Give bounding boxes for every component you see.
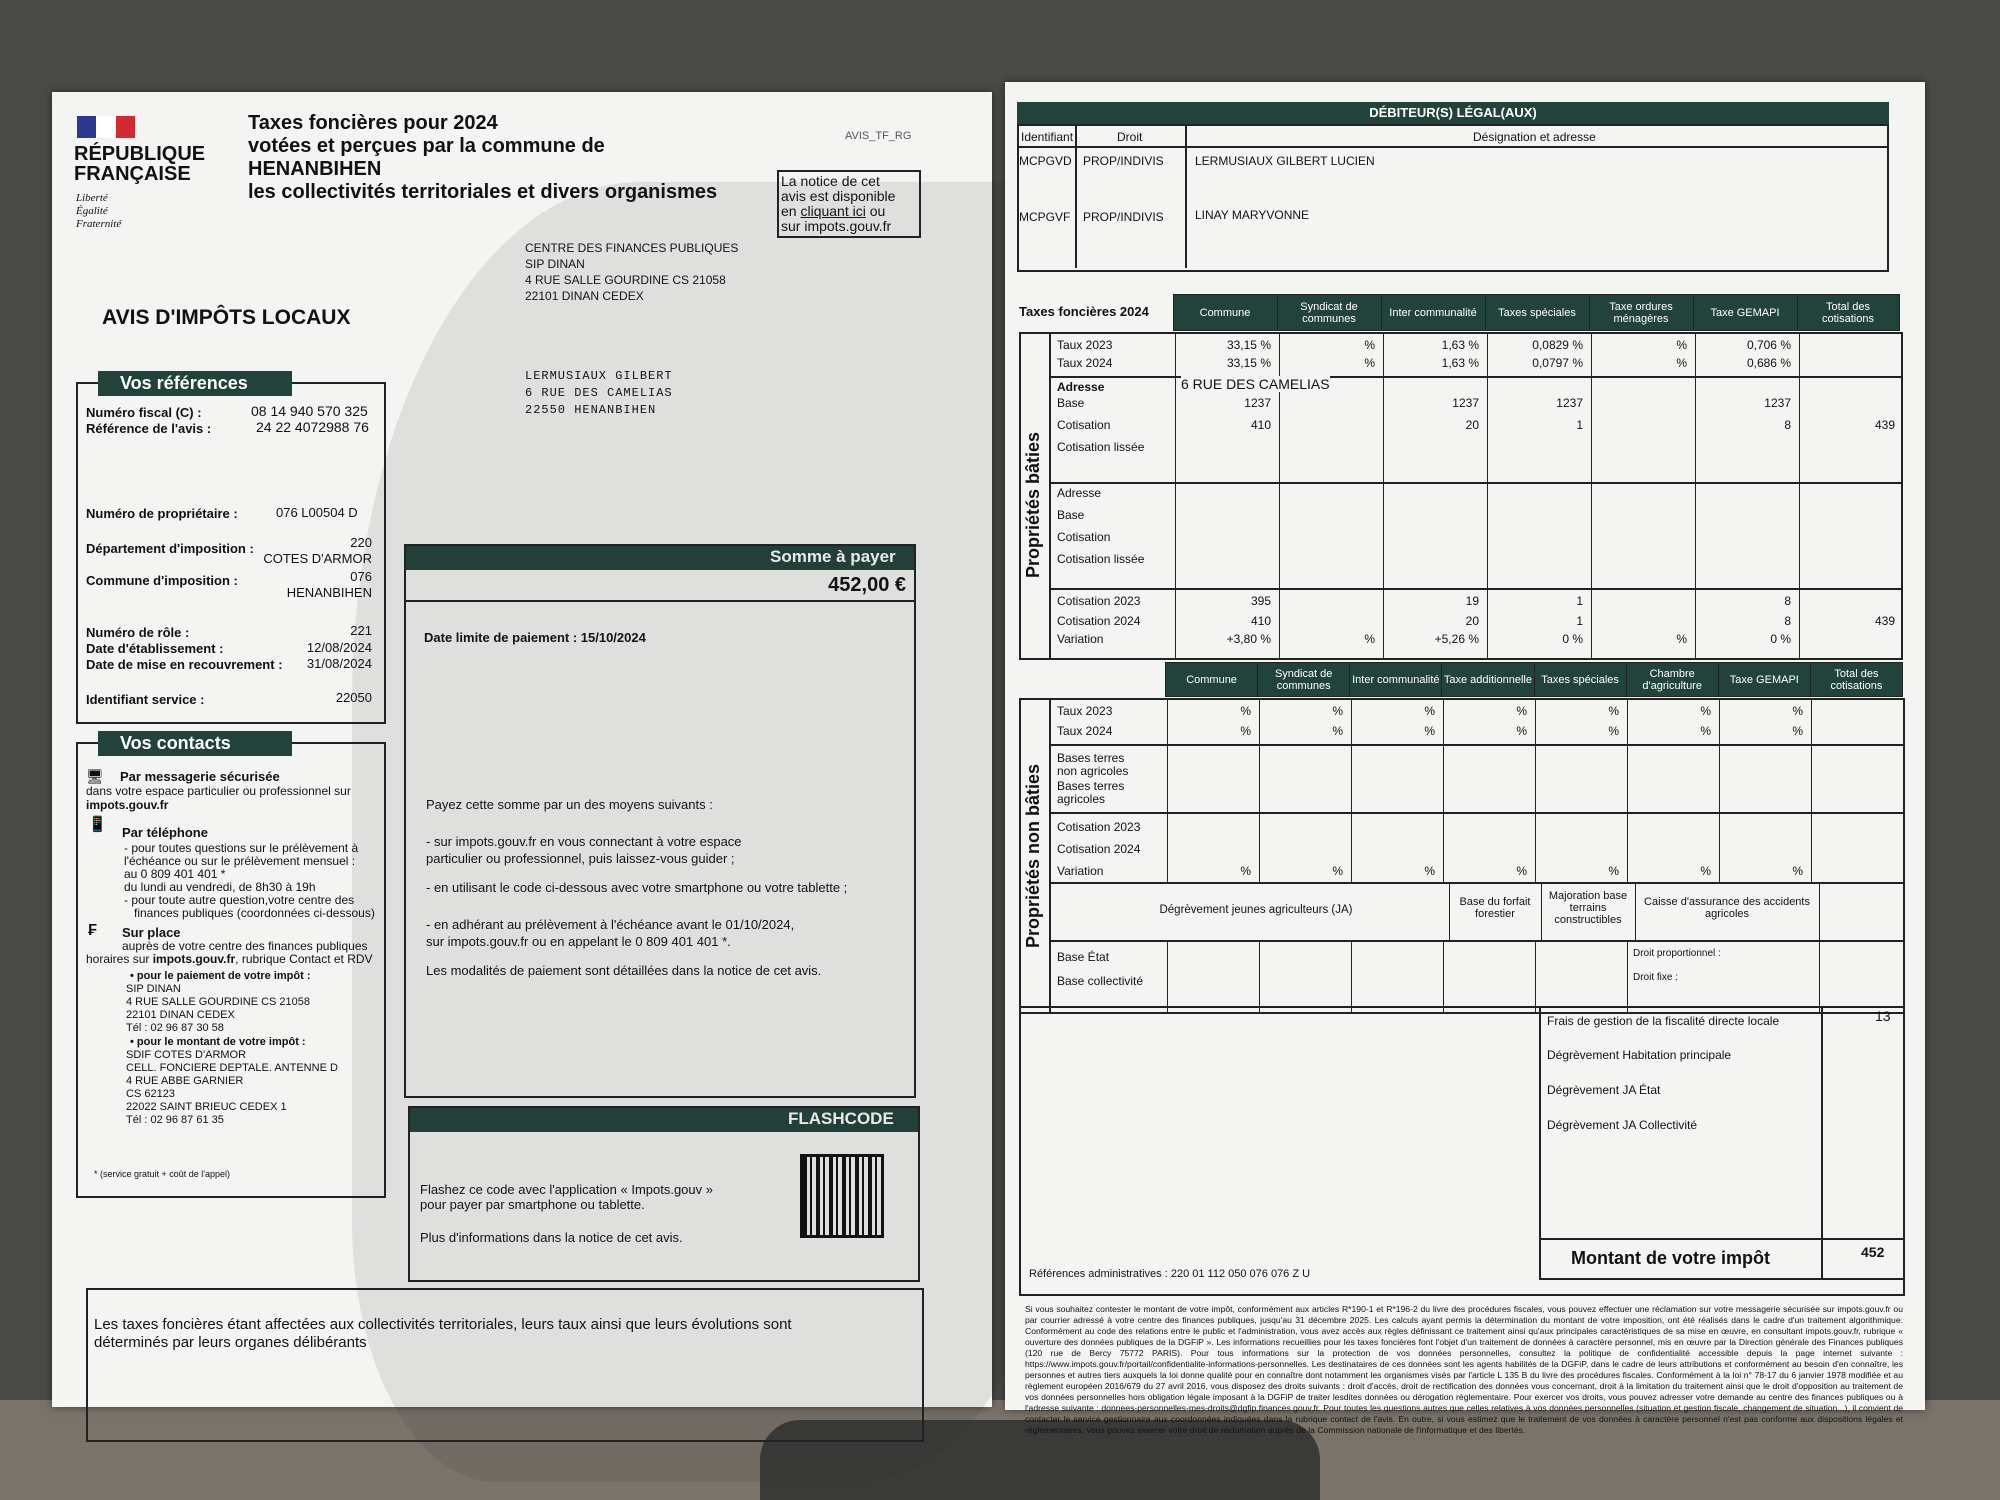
- bati-taux2023-cell-2: 1,63 %: [1441, 338, 1479, 352]
- bati-cot2024-cell-3: 1: [1576, 614, 1583, 628]
- debiteurs-colheader: [1017, 126, 1889, 148]
- bati-base-cell-3: 1237: [1556, 396, 1583, 410]
- bati-variation-cell-3: 0 %: [1562, 632, 1583, 646]
- nb-pct-r1-c3: %: [1424, 724, 1435, 738]
- divider: [1819, 940, 1820, 1012]
- divider: [1051, 588, 1901, 590]
- commune-name: HENANBIHEN: [286, 585, 372, 600]
- owner-number: 076 L00504 D: [276, 505, 358, 520]
- divider: [1051, 482, 1901, 484]
- divider: [1351, 940, 1352, 1012]
- msg-text: dans votre espace particulier ou professionnel sur: [86, 784, 351, 798]
- nb-majoration: Majoration base terrains constructibles: [1548, 890, 1628, 926]
- nb-pct-r1-c6: %: [1700, 724, 1711, 738]
- right-page: [1005, 82, 1925, 1435]
- divider: [1167, 700, 1168, 882]
- bati-taux2023-cell-1: %: [1364, 338, 1375, 352]
- bati-taux2024-cell-2: 1,63 %: [1441, 356, 1479, 370]
- nb-pct-r1-c5: %: [1608, 724, 1619, 738]
- bati-cotisation-cell-6: 439: [1874, 418, 1895, 432]
- bati-variation-label: Variation: [1057, 632, 1104, 646]
- bati-col-teom: Taxe ordures ménagères: [1589, 295, 1693, 331]
- bati-base-cell-5: 1237: [1764, 396, 1791, 410]
- document-title: AVIS D'IMPÔTS LOCAUX: [102, 306, 351, 329]
- tel-line3: au 0 809 401 401 *: [124, 867, 226, 881]
- bati-table: [1049, 294, 1900, 331]
- owner-number-label: Numéro de propriétaire :: [86, 506, 238, 521]
- tel-line1: - pour toutes questions sur le prélèvement à: [124, 841, 359, 855]
- nb-forfait: Base du forfait forestier: [1459, 896, 1531, 920]
- motto: [76, 192, 121, 231]
- divider: [1383, 334, 1384, 658]
- bati-body: [1049, 332, 1903, 660]
- bati-cotisation-cell-3: 1: [1576, 418, 1583, 432]
- bati-cot2023-cell-2: 19: [1465, 594, 1479, 608]
- divider: [1259, 940, 1260, 1012]
- bati-base-cell-2: 1237: [1452, 396, 1479, 410]
- recipient-line2: 6 RUE DES CAMELIAS: [525, 386, 673, 400]
- bati-taux2024-label: Taux 2024: [1057, 356, 1113, 370]
- bati-cot2024-label: Cotisation 2024: [1057, 614, 1141, 628]
- bati-adresse-label: Adresse: [1057, 380, 1105, 394]
- bati-lissee-label: Cotisation lissée: [1057, 440, 1145, 454]
- bati-cot2024-cell-5: 8: [1784, 614, 1791, 628]
- nb-pct-r2-c7: %: [1792, 864, 1803, 878]
- divider: [1627, 700, 1628, 882]
- nb-pct-r0-c6: %: [1700, 704, 1711, 718]
- dept-name: COTES D'ARMOR: [263, 551, 372, 566]
- info-line1: Les taxes foncières étant affectées aux collectivités territoriales, leurs taux ainsi que leurs évolutions sont: [94, 1316, 792, 1333]
- rep-line2: FRANÇAISE: [74, 163, 191, 185]
- bati-cot2024-cell-0: 410: [1250, 614, 1271, 628]
- bati-variation-cell-0: +3,80 %: [1226, 632, 1271, 646]
- tel-title: Par téléphone: [122, 825, 208, 840]
- tel-line2: l'échéance ou sur le prélèvement mensuel :: [124, 854, 356, 868]
- bati-taux2024-cell-1: %: [1364, 356, 1375, 370]
- divider: [1051, 812, 1903, 814]
- nb-pct-r1-c4: %: [1516, 724, 1527, 738]
- bati-taux2023-cell-4: %: [1676, 338, 1687, 352]
- bati-taux2023-label: Taux 2023: [1057, 338, 1113, 352]
- info-text: [94, 1316, 792, 1352]
- notice-line2: avis est disponible: [781, 188, 896, 204]
- ref-avis: 24 22 4072988 76: [256, 419, 369, 435]
- degrev-ja-coll-label: Dégrèvement JA Collectivité: [1547, 1118, 1698, 1132]
- motto-egalite: Égalité: [76, 205, 108, 217]
- bati2-cotisation-label: Cotisation: [1057, 530, 1111, 544]
- phone-icon: 📱: [88, 816, 107, 833]
- nb-pct-r2-c6: %: [1700, 864, 1711, 878]
- nb-taux2024-label: Taux 2024: [1057, 724, 1113, 738]
- place-title: Sur place: [122, 925, 181, 940]
- divider: [1535, 700, 1536, 882]
- nb-pct-r0-c5: %: [1608, 704, 1619, 718]
- etab-date-label: Date d'établissement :: [86, 641, 224, 656]
- pay-line2: 4 RUE SALLE GOURDINE CS 21058: [126, 996, 311, 1008]
- place-l2a: horaires sur: [86, 952, 153, 966]
- nb-col-intercommunalite: Inter communalité: [1350, 663, 1442, 697]
- center-line3: 4 RUE SALLE GOURDINE CS 21058: [525, 273, 726, 287]
- commune-label: Commune d'imposition :: [86, 573, 238, 588]
- bati-col-intercommunalite: Inter communalité: [1381, 295, 1485, 331]
- form-code: AVIS_TF_RG: [845, 130, 912, 142]
- nb-pct-r1-c2: %: [1332, 724, 1343, 738]
- contacts-footnote: * (service gratuit + coût de l'appel): [94, 1169, 231, 1179]
- fiscal-number: 08 14 940 570 325: [251, 403, 368, 419]
- recipient-line3: 22550 HENANBIHEN: [525, 403, 657, 417]
- divider: [1051, 744, 1903, 746]
- divider: [1075, 126, 1077, 268]
- bati-col-gemapi: Taxe GEMAPI: [1693, 295, 1797, 331]
- nb-col-syndicat: Syndicat de communes: [1258, 663, 1350, 697]
- amt-line4: CS 62123: [126, 1088, 175, 1100]
- amt-title: • pour le montant de votre impôt :: [130, 1036, 306, 1048]
- place-l2c: , rubrique Contact et RDV: [235, 952, 373, 966]
- service-id: 22050: [335, 690, 372, 705]
- payment-header: Somme à payer: [770, 547, 896, 566]
- divider: [1051, 376, 1901, 378]
- bati-col-taxes-speciales: Taxes spéciales: [1485, 295, 1589, 331]
- center-line1: CENTRE DES FINANCES PUBLIQUES: [525, 241, 739, 255]
- payment-method1a: - sur impots.gouv.fr en vous connectant à votre espace: [426, 834, 742, 849]
- degrev-hp-label: Dégrèvement Habitation principale: [1547, 1048, 1732, 1062]
- nb-bases4: agricoles: [1057, 792, 1106, 806]
- nb-droit-fixe: Droit fixe :: [1633, 972, 1679, 983]
- divider: [1627, 940, 1628, 1012]
- motto-liberte: Liberté: [76, 192, 108, 204]
- dept-code: 220: [350, 535, 372, 550]
- recipient-line1: LERMUSIAUX GILBERT: [525, 369, 673, 383]
- debiteurs-header: DÉBITEUR(S) LÉGAL(AUX): [1017, 102, 1889, 124]
- frais-label: Frais de gestion de la fiscalité directe locale: [1547, 1014, 1780, 1028]
- flashcode-text: [420, 1182, 713, 1245]
- bati-taux2023-cell-3: 0,0829 %: [1532, 338, 1583, 352]
- payment-method4: Les modalités de paiement sont détaillées dans la notice de cet avis.: [426, 963, 822, 978]
- pay-title: • pour le paiement de votre impôt :: [130, 970, 311, 982]
- bati-taux2024-cell-4: %: [1676, 356, 1687, 370]
- nb-base-etat: Base État: [1057, 950, 1110, 964]
- service-id-label: Identifiant service :: [86, 692, 205, 707]
- nb-col-commune: Commune: [1166, 663, 1258, 697]
- amt-line1: SDIF COTES D'ARMOR: [126, 1049, 247, 1061]
- nb-bases2: non agricoles: [1057, 764, 1129, 778]
- nb-pct-r0-c3: %: [1424, 704, 1435, 718]
- motto-fraternite: Fraternité: [76, 218, 122, 230]
- recouv-date: 31/08/2024: [306, 656, 372, 671]
- info-line2: déterminés par leurs organes délibérants: [94, 1334, 367, 1351]
- payment-method1b: particulier ou professionnel, puis laissez-vous guider ;: [426, 851, 735, 866]
- bati-adresse-value: 6 RUE DES CAMELIAS: [1181, 376, 1330, 392]
- bati-col-syndicat: Syndicat de communes: [1277, 295, 1381, 331]
- bati-col-commune: Commune: [1173, 295, 1277, 331]
- divider: [1449, 882, 1450, 940]
- summary-box: [1019, 1006, 1905, 1296]
- tax-center-address: [525, 240, 738, 304]
- republique-text: [74, 144, 205, 184]
- payment-method2: - en utilisant le code ci-dessous avec votre smartphone ou votre tablette ;: [426, 880, 848, 895]
- bati-variation-cell-4: %: [1676, 632, 1687, 646]
- notice-line3: [781, 204, 917, 219]
- payment-amount: 452,00 €: [406, 570, 914, 602]
- divider: [1051, 940, 1903, 942]
- divider: [1591, 334, 1592, 658]
- place-line1: auprès de votre centre des finances publiques: [122, 939, 368, 953]
- nb-col-taxe-add: Taxe additionnelle: [1442, 663, 1534, 697]
- center-line4: 22101 DINAN CEDEX: [525, 289, 644, 303]
- tel-line4: du lundi au vendredi, de 8h30 à 19h: [124, 880, 316, 894]
- bati-variation-cell-2: +5,26 %: [1434, 632, 1479, 646]
- nb-pct-r0-c4: %: [1516, 704, 1527, 718]
- nb-body: [1049, 698, 1905, 1014]
- amt-address: [126, 1049, 338, 1127]
- amt-line2: CELL. FONCIERE DEPTALE. ANTENNE D: [126, 1062, 338, 1074]
- role-label: Numéro de rôle :: [86, 625, 190, 640]
- contacts-header: Vos contacts: [98, 731, 292, 756]
- payment-method3a: - en adhérant au prélèvement à l'échéance avant le 01/10/2024,: [426, 917, 795, 932]
- divider: [1811, 700, 1812, 882]
- nb-bases1: Bases terres: [1057, 751, 1125, 765]
- divider: [1695, 334, 1696, 658]
- payment-method3b: sur impots.gouv.fr ou en appelant le 0 809 401 401 *.: [426, 934, 731, 949]
- datamatrix-code-icon[interactable]: [800, 1154, 884, 1238]
- title-line3: HENANBIHEN: [248, 158, 382, 180]
- divider: [1819, 882, 1820, 940]
- fiscal-number-label: Numéro fiscal (C) :: [86, 405, 202, 420]
- bati-taux2023-cell-0: 33,15 %: [1226, 338, 1271, 352]
- debiteur1-droit: PROP/INDIVIS: [1083, 154, 1164, 168]
- divider: [1443, 700, 1444, 882]
- divider: [1259, 700, 1260, 882]
- bati-cot2024-cell-2: 20: [1465, 614, 1479, 628]
- nb-pct-r2-c1: %: [1240, 864, 1251, 878]
- bati-variation-cell-1: %: [1364, 632, 1375, 646]
- document-header-title: [248, 112, 717, 204]
- debiteur2-droit: PROP/INDIVIS: [1083, 210, 1164, 224]
- nb-cot2024-label: Cotisation 2024: [1057, 842, 1141, 856]
- divider: [1185, 126, 1187, 268]
- flashcode-line3: Plus d'informations dans la notice de cet avis.: [420, 1230, 683, 1245]
- amt-line6: Tél : 02 96 87 61 35: [126, 1114, 224, 1126]
- bati-cot2023-label: Cotisation 2023: [1057, 594, 1141, 608]
- nb-pct-r0-c7: %: [1792, 704, 1803, 718]
- msg-title: Par messagerie sécurisée: [120, 769, 280, 784]
- debiteur2-nom: LINAY MARYVONNE: [1195, 208, 1310, 222]
- divider: [1635, 882, 1636, 940]
- divider: [1535, 940, 1536, 1012]
- nb-cot2023-label: Cotisation 2023: [1057, 820, 1141, 834]
- left-page: [52, 92, 992, 1407]
- pay-line4: Tél : 02 96 87 30 58: [126, 1022, 224, 1034]
- amt-line3: 4 RUE ABBE GARNIER: [126, 1075, 244, 1087]
- col-designation: Désignation et adresse: [1473, 130, 1596, 144]
- role-number: 221: [350, 623, 372, 638]
- nb-col-gemapi: Taxe GEMAPI: [1718, 663, 1810, 697]
- bati-col-total: Total des cotisations: [1797, 295, 1899, 331]
- rep-line1: RÉPUBLIQUE: [74, 143, 206, 165]
- nb-bases3: Bases terres: [1057, 779, 1125, 793]
- divider: [1539, 1278, 1903, 1280]
- title-line4: les collectivités territoriales et divers organismes: [248, 181, 718, 203]
- debiteur2-id: MCPGVF: [1019, 210, 1071, 224]
- notice-line1: La notice de cet: [781, 173, 880, 189]
- bati-cotisation-cell-5: 8: [1784, 418, 1791, 432]
- divider: [1175, 334, 1176, 658]
- bati-base-label: Base: [1057, 396, 1085, 410]
- total-label: Montant de votre impôt: [1571, 1248, 1770, 1268]
- bati2-base-label: Base: [1057, 508, 1085, 522]
- payment-deadline: Date limite de paiement : 15/10/2024: [424, 630, 646, 645]
- bati-cotisation-label: Cotisation: [1057, 418, 1111, 432]
- bati-taux2024-cell-3: 0,0797 %: [1532, 356, 1583, 370]
- bati2-lissee-label: Cotisation lissée: [1057, 552, 1145, 566]
- nb-header-table: [1165, 662, 1903, 697]
- col-identifiant: Identifiant: [1021, 130, 1074, 144]
- notice-box: [777, 170, 921, 238]
- recipient-address: [525, 368, 673, 419]
- divider: [1351, 700, 1352, 882]
- bati-taux2023-cell-5: 0,706 %: [1746, 338, 1791, 352]
- flashcode-line1: Flashez ce code avec l'application « Impots.gouv »: [420, 1182, 713, 1197]
- divider: [1167, 940, 1168, 1012]
- nb-pct-r1-c1: %: [1240, 724, 1251, 738]
- bati-cotisation-cell-2: 20: [1465, 418, 1479, 432]
- nb-label: Propriétés non bâties: [1023, 763, 1043, 948]
- bati2-adresse-label: Adresse: [1057, 486, 1102, 500]
- debiteur1-nom: LERMUSIAUX GILBERT LUCIEN: [1195, 154, 1375, 168]
- nb-taux2023-label: Taux 2023: [1057, 704, 1113, 718]
- nb-pct-r2-c5: %: [1608, 864, 1619, 878]
- notice-line4: sur impots.gouv.fr: [781, 218, 892, 234]
- title-line1: Taxes foncières pour 2024: [248, 112, 498, 134]
- msg-link[interactable]: impots.gouv.fr: [86, 798, 169, 812]
- nb-col-taxes-speciales: Taxes spéciales: [1534, 663, 1626, 697]
- nb-col-chambre-agri: Chambre d'agriculture: [1626, 663, 1718, 697]
- etab-date: 12/08/2024: [306, 640, 372, 655]
- tel-line5: - pour toute autre question,votre centre des: [124, 893, 355, 907]
- bati-cot2023-cell-0: 395: [1250, 594, 1271, 608]
- debiteur1-id: MCPGVD: [1019, 154, 1072, 168]
- commune-code: 076: [350, 569, 372, 584]
- divider: [1541, 882, 1542, 940]
- bati-cot2023-cell-5: 8: [1784, 594, 1791, 608]
- divider: [1487, 334, 1488, 658]
- bati-variation-cell-5: 0 %: [1770, 632, 1791, 646]
- divider: [1051, 882, 1903, 884]
- nb-variation-label: Variation: [1057, 864, 1104, 878]
- total-value: 452: [1861, 1244, 1885, 1260]
- col-droit: Droit: [1117, 130, 1143, 144]
- nb-pct-r1-c7: %: [1792, 724, 1803, 738]
- dept-label: Département d'imposition :: [86, 541, 254, 556]
- pay-line3: 22101 DINAN CEDEX: [126, 1009, 235, 1021]
- divider: [1719, 700, 1720, 882]
- nb-col-total: Total des cotisations: [1810, 663, 1902, 697]
- bati-cot2024-cell-6: 439: [1874, 614, 1895, 628]
- nb-base-coll: Base collectivité: [1057, 974, 1144, 988]
- center-line2: SIP DINAN: [525, 257, 585, 271]
- euro-place-icon: ₣: [88, 922, 97, 939]
- ref-avis-label: Référence de l'avis :: [86, 421, 212, 436]
- recouv-date-label: Date de mise en recouvrement :: [86, 657, 283, 672]
- info-box: [86, 1288, 924, 1442]
- payment-methods: [426, 796, 847, 979]
- bati-cot2023-cell-3: 1: [1576, 594, 1583, 608]
- tf-title: Taxes foncières 2024: [1019, 304, 1149, 319]
- pay-address: [126, 983, 310, 1035]
- computer-icon: 🖥: [86, 768, 104, 784]
- flashcode-line2: pour payer par smartphone ou tablette.: [420, 1197, 645, 1212]
- legal-text: Si vous souhaitez contester le montant de votre impôt, conformément aux articles R*190-1 et R*196-2 du livre des procédures fiscales, vous pouvez effectuer une réclamation sur votre messagerie sécurisée sur impots.gouv.fr ou par courrier adressé à votre centre des finances publiques, jusqu'au 31 décembre 2025. Les calculs ayant permis la détermination du montant de votre imposition, ont été réalisés dans le cadre d'un traitement algorithmique. Conformément au code des relations entre le public et l'administration, vous avez accès aux règles définissant ce traitement ainsi qu'aux principales caractéristiques de sa mise en œuvre, en consultant impots.gouv.fr, rubrique « ouverture des données publiques de la DGFiP ». Les informations recueillies pour les taxes foncières font l'objet d'un traitement de données à caractère personnel, mis en œuvre par la Direction générale des Finances publiques (120 rue de Bercy 75772 PARIS). Pour tous informations sur la protection de vos données personnelles, consultez la politique de confidentialité accessible depuis la page internet suivante : https://www.impots.gouv.fr/portail/confidentialite-informations-personnelles. Les destinataires de ces données sont les agents habilités de la DGFiP, dans le cadre de leurs attributions et conformément au besoin d'en connaître, les personnes et autres tiers auxquels la loi donne qualité pour en connaître dont notamment les organismes visés par l'article L 135 B du livre des procédures fiscales. Conformément à la loi n° 78-17 du 6 janvier 1978 modifiée et au règlement européen 2016/679 du 27 avril 2016, vous disposez des droits suivants : droit d'accès, droit de rectification des données vous concernant, droit à la limitation du traitement ainsi que le droit d'opposition au traitement de vos données personnelles hors obligation légale imposant à la DGFiP de traiter lesdites données ou dérogation réglementaire. Pour exercer vos droits, vous pouvez adresser votre demande au centre des finances publiques ou à l'adresse suivante : donnees-personnelles-mes-droits@dgfip.finances.gouv.fr. Pour toutes les questions autres que celles relatives à vos données personnelles (situation et gestion fiscale, changement de situation...), il convient de contacter le service gestionnaire aux coordonnées indiquées dans la rubrique contact de l'avis. En outre, si vous estimez que le traitement de vos données à caractère personnel n'est pas conforme aux dispositions légales et réglementaires, vous pouvez exercer votre droit de réclamation auprès de la Commission nationale de l'informatique et des libertés.: [1025, 1304, 1903, 1435]
- nb-pct-r0-c1: %: [1240, 704, 1251, 718]
- nb-droit-prop: Droit proportionnel :: [1633, 948, 1721, 959]
- pay-line1: SIP DINAN: [126, 983, 181, 995]
- divider: [1539, 1238, 1903, 1240]
- bati-cotisation-cell-0: 410: [1250, 418, 1271, 432]
- nb-pct-r2-c4: %: [1516, 864, 1527, 878]
- nb-degrev-ja: Dégrèvement jeunes agriculteurs (JA): [1159, 904, 1353, 916]
- tel-line6: finances publiques (coordonnées ci-dessous): [134, 906, 375, 920]
- refs-admin: Références administratives : 220 01 112 050 076 076 Z U: [1029, 1268, 1311, 1280]
- bati-taux2024-cell-5: 0,686 %: [1746, 356, 1791, 370]
- divider: [1443, 940, 1444, 1012]
- amt-line5: 22022 SAINT BRIEUC CEDEX 1: [126, 1101, 287, 1113]
- bati-taux2024-cell-0: 33,15 %: [1226, 356, 1271, 370]
- place-link[interactable]: impots.gouv.fr: [152, 952, 236, 966]
- nb-pct-r2-c3: %: [1424, 864, 1435, 878]
- bati-base-cell-0: 1237: [1244, 396, 1271, 410]
- nb-pct-r0-c2: %: [1332, 704, 1343, 718]
- degrev-ja-etat-label: Dégrèvement JA État: [1547, 1083, 1661, 1097]
- marianne-logo-icon: [77, 116, 135, 138]
- title-line2: votées et perçues par la commune de: [248, 135, 605, 157]
- divider: [1799, 334, 1800, 658]
- payment-intro: Payez cette somme par un des moyens suivants :: [426, 797, 713, 812]
- nb-caisse: Caisse d'assurance des accidents agricoles: [1644, 896, 1810, 920]
- nb-pct-r2-c2: %: [1332, 864, 1343, 878]
- notice-l3a: en: [781, 203, 801, 219]
- notice-link[interactable]: cliquant ici: [800, 203, 866, 219]
- notice-l3b: ou: [865, 203, 886, 219]
- frais-value: 13: [1875, 1008, 1891, 1024]
- flashcode-header: FLASHCODE: [788, 1109, 894, 1128]
- references-header: Vos références: [98, 371, 292, 396]
- bati-label: Propriétés bâties: [1023, 431, 1043, 578]
